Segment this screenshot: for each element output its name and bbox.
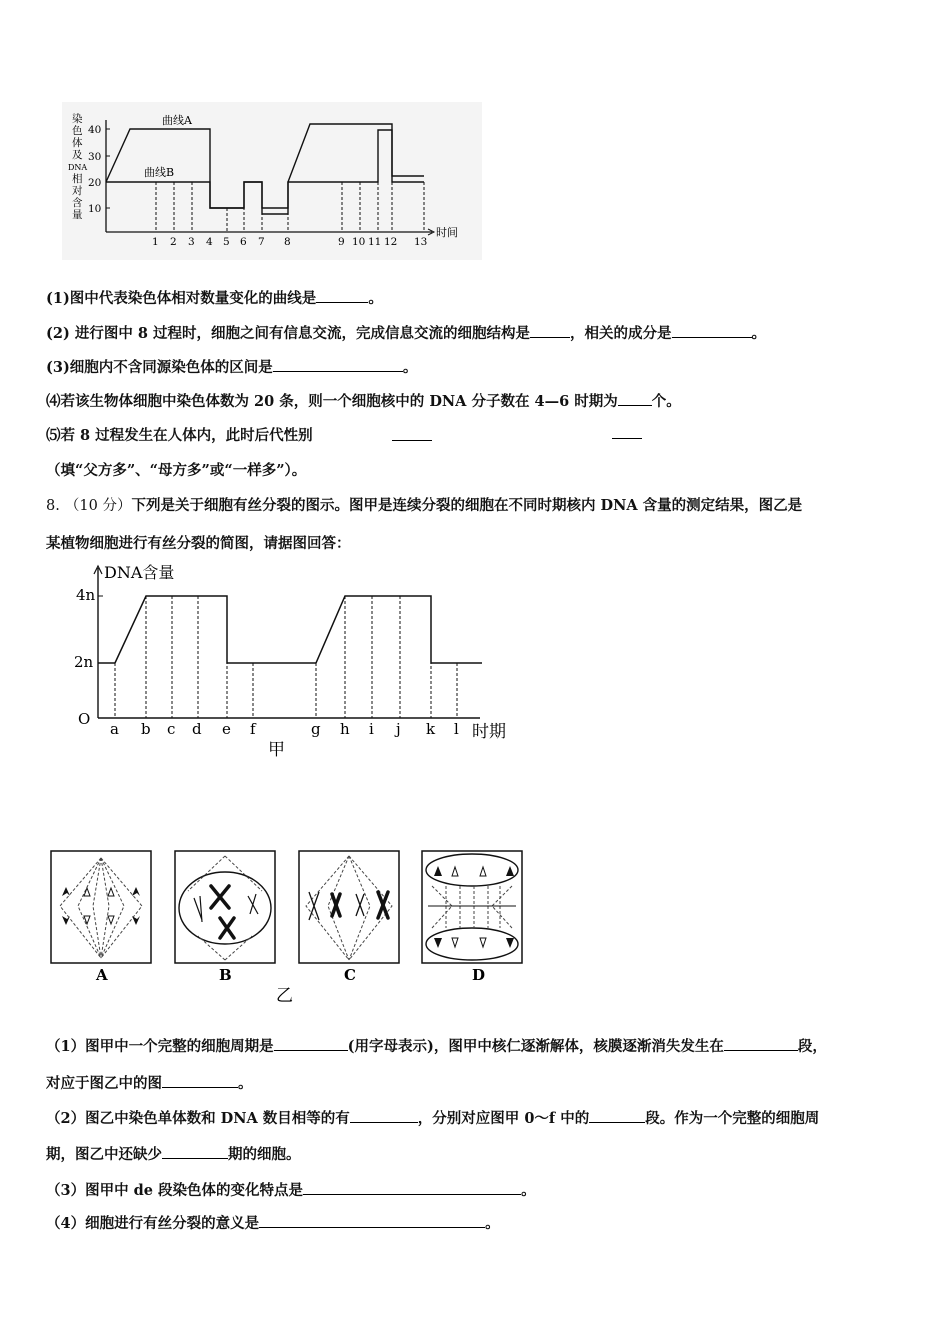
cell-label-d: D xyxy=(472,966,486,984)
answer-blank[interactable] xyxy=(724,1038,798,1051)
answer-blank[interactable] xyxy=(259,1215,485,1228)
question-number: 8. xyxy=(46,498,60,514)
y-axis-label: DNA含量 xyxy=(104,563,175,582)
curve-chart-svg xyxy=(62,102,482,260)
answer-blank[interactable] xyxy=(530,325,570,338)
x-tick: g xyxy=(311,720,321,738)
dna-content-line xyxy=(98,596,482,663)
q8-line-2: 某植物细胞进行有丝分裂的简图，请据图回答： xyxy=(46,535,351,552)
q8-line-1: 8. （10 分）下列是关于细胞有丝分裂的图示。图甲是连续分裂的细胞在不同时期核内 DNA 含量的测定结果，图乙是 xyxy=(46,497,803,514)
x-tick: 9 xyxy=(338,236,345,248)
q8-sub2-line-1: （2）图乙中染色单体数和 DNA 数目相等的有 ，分别对应图甲 0～f 中的 段。作为一个完整的细胞周 xyxy=(46,1110,820,1127)
mitosis-svg xyxy=(48,846,528,1004)
origin-label: O xyxy=(78,710,91,728)
x-tick: l xyxy=(454,720,459,738)
q7-line-5-tail xyxy=(612,426,642,443)
q7-line-3: (3)细胞内不含同源染色体的区间是 。 xyxy=(46,359,418,376)
x-tick: 7 xyxy=(258,236,265,248)
x-tick: i xyxy=(369,720,374,738)
answer-blank[interactable] xyxy=(274,1038,348,1051)
x-tick: 1 xyxy=(152,236,159,248)
q7-line-1: (1)图中代表染色体相对数量变化的曲线是 。 xyxy=(46,290,383,307)
figure-caption-yi: 乙 xyxy=(276,986,293,1004)
answer-blank[interactable] xyxy=(316,290,368,303)
q7-gender-blank-wrap xyxy=(392,426,432,445)
cell-c xyxy=(299,851,399,963)
answer-blank[interactable] xyxy=(589,1110,645,1123)
q7-line-4: ⑷若该生物体细胞中染色体数为 20 条，则一个细胞核中的 DNA 分子数在 4—6 时期为 个。 xyxy=(46,393,681,410)
answer-blank[interactable] xyxy=(350,1110,418,1123)
x-tick: 13 xyxy=(414,236,428,248)
x-tick: 5 xyxy=(223,236,230,248)
x-tick: d xyxy=(192,720,202,738)
answer-blank[interactable] xyxy=(392,428,432,441)
y-axis-label: 染色体及 DNA 相对含量 xyxy=(68,113,88,221)
figure-curve-chart xyxy=(62,102,482,260)
answer-blank[interactable] xyxy=(672,325,752,338)
answer-blank[interactable] xyxy=(618,393,652,406)
x-tick: 11 xyxy=(368,236,382,248)
y-tick-20: 20 xyxy=(88,177,102,189)
x-tick: 3 xyxy=(188,236,195,248)
figure-caption-jia: 甲 xyxy=(268,740,285,760)
y-tick-40: 40 xyxy=(88,124,102,136)
x-tick: 8 xyxy=(284,236,291,248)
q7-line-5: ⑸若 8 过程发生在人体内，此时后代性别 xyxy=(46,427,313,444)
cell-label-c: C xyxy=(344,966,356,984)
x-tick: 6 xyxy=(240,236,247,248)
y-tick-2n: 2n xyxy=(74,653,94,671)
q8-sub4-line: （4）细胞进行有丝分裂的意义是 。 xyxy=(46,1215,500,1232)
q8-sub2-line-2: 期，图乙中还缺少 期的细胞。 xyxy=(46,1146,301,1163)
answer-blank[interactable] xyxy=(273,359,403,372)
x-tick: 12 xyxy=(384,236,398,248)
x-tick: 4 xyxy=(206,236,213,248)
x-ticks xyxy=(110,720,459,738)
dna-chart-svg xyxy=(70,560,530,760)
x-tick: h xyxy=(340,720,350,738)
answer-blank[interactable] xyxy=(162,1146,228,1159)
q8-sub3-line: （3）图甲中 de 段染色体的变化特点是 。 xyxy=(46,1182,536,1199)
y-tick-30: 30 xyxy=(88,151,102,163)
figure-mitosis-cells xyxy=(48,846,528,1004)
cell-b xyxy=(175,851,275,963)
answer-blank[interactable] xyxy=(612,426,642,439)
x-tick: j xyxy=(396,720,401,738)
curve-a-label: 曲线A xyxy=(162,114,192,127)
q8-sub1-line-2: 对应于图乙中的图 。 xyxy=(46,1075,253,1092)
q8-sub1-line-1: （1）图甲中一个完整的细胞周期是 (用字母表示)，图甲中核仁逐渐解体，核膜逐渐消失发生在 段， xyxy=(46,1038,827,1055)
cell-d xyxy=(422,851,522,963)
cell-a xyxy=(51,851,151,963)
q7-line-2: (2) 进行图中 8 过程时，细胞之间有信息交流，完成信息交流的细胞结构是 ，相关的成分是 。 xyxy=(46,325,767,342)
dashed-markers xyxy=(115,596,457,718)
x-axis-label: 时期 xyxy=(472,722,506,742)
answer-blank[interactable] xyxy=(303,1182,521,1195)
x-tick: 2 xyxy=(170,236,177,248)
y-tick-10: 10 xyxy=(88,203,102,215)
x-ticks xyxy=(152,236,427,248)
y-tick-4n: 4n xyxy=(76,586,96,604)
curve-b-label: 曲线B xyxy=(144,166,175,179)
x-axis-label: 时间 xyxy=(436,226,458,239)
x-tick: a xyxy=(110,720,119,738)
x-tick: f xyxy=(250,720,256,738)
x-tick: b xyxy=(141,720,151,738)
q7-line-6: （填“父方多”、“母方多”或“一样多”）。 xyxy=(46,462,307,479)
x-tick: 10 xyxy=(352,236,366,248)
x-tick: k xyxy=(426,720,436,738)
figure-dna-chart xyxy=(70,560,530,760)
cell-label-a: A xyxy=(96,966,108,984)
question-score: （10 分） xyxy=(64,498,132,514)
answer-blank[interactable] xyxy=(162,1075,238,1088)
cell-label-b: B xyxy=(219,966,232,984)
x-tick: e xyxy=(222,720,231,738)
x-tick: c xyxy=(167,720,176,738)
